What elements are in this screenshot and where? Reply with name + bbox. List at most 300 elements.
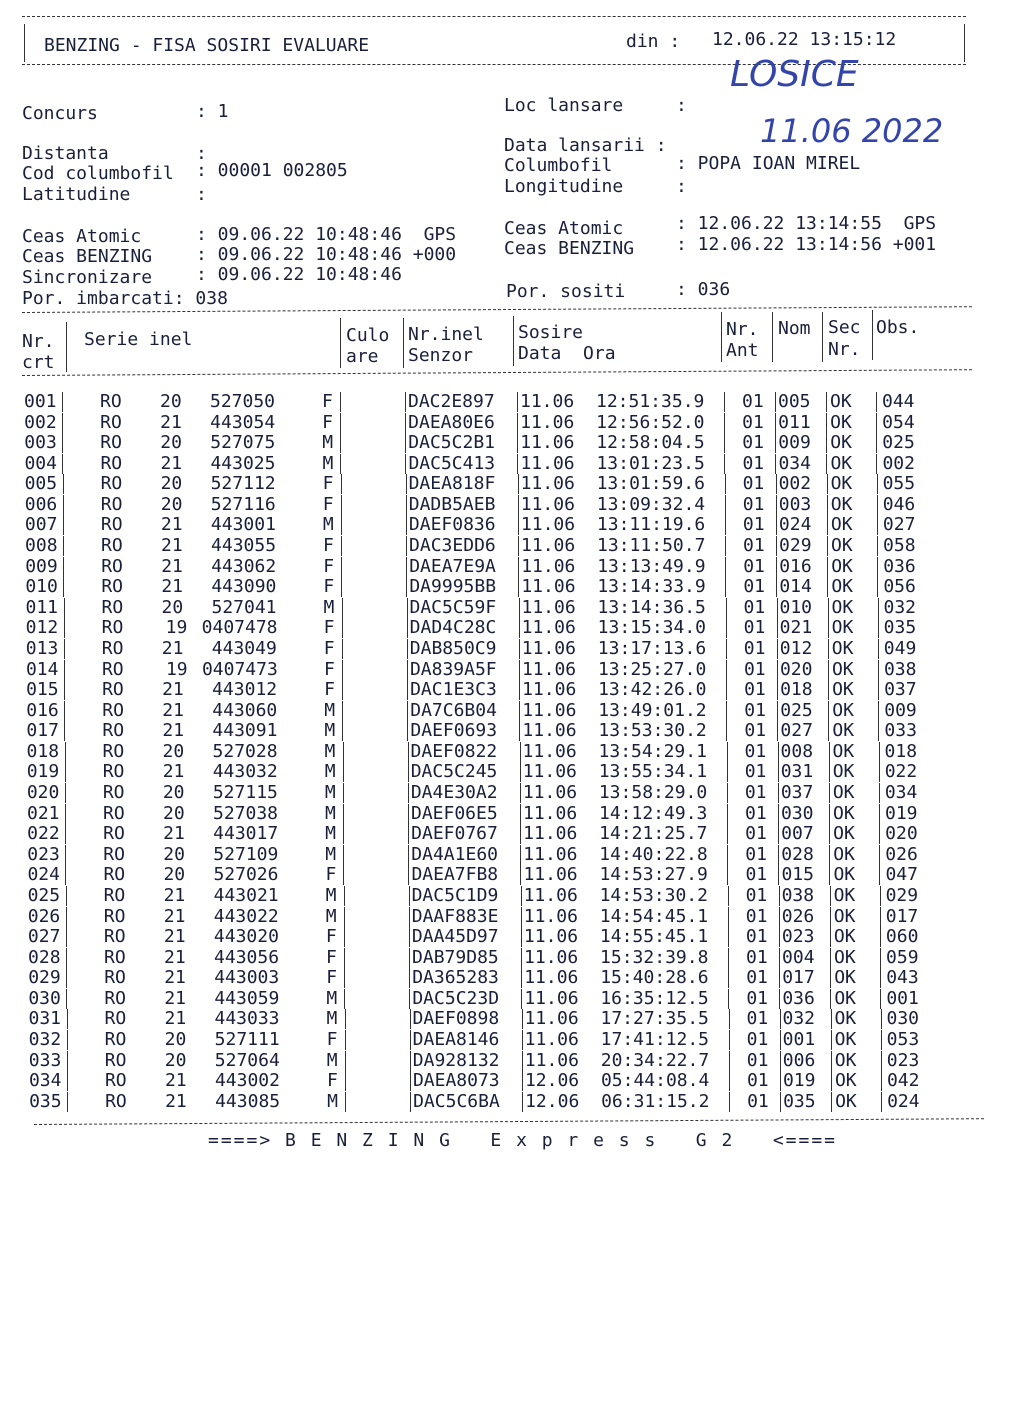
cell-separator bbox=[409, 968, 410, 988]
row-nom: 017 bbox=[782, 967, 815, 989]
cell-separator bbox=[829, 783, 830, 803]
row-sex: F bbox=[323, 617, 335, 639]
concurs-label: Concurs bbox=[22, 103, 98, 124]
cell-separator bbox=[342, 639, 343, 659]
row-country: RO bbox=[104, 1049, 127, 1071]
col-nr-header: Nr. bbox=[22, 331, 55, 352]
cell-separator bbox=[522, 1092, 523, 1112]
cell-separator bbox=[406, 577, 407, 597]
row-sensor: DAC5C6BA bbox=[413, 1090, 500, 1112]
row-nr: 030 bbox=[28, 987, 61, 1009]
row-antenna: 01 bbox=[742, 473, 765, 495]
row-date: 11.06 bbox=[521, 596, 576, 618]
cell-separator bbox=[879, 783, 880, 803]
cell-separator bbox=[777, 721, 778, 741]
cell-separator bbox=[66, 989, 67, 1009]
row-sensor: DAC3EDD6 bbox=[409, 535, 496, 557]
row-nr: 002 bbox=[24, 411, 57, 433]
cell-separator bbox=[724, 433, 725, 453]
row-sec: OK bbox=[830, 432, 852, 454]
row-sex: F bbox=[323, 555, 335, 577]
row-sec: OK bbox=[834, 1008, 857, 1030]
cell-separator bbox=[728, 968, 729, 988]
cell-separator bbox=[776, 474, 777, 494]
cell-separator bbox=[407, 660, 408, 680]
cell-separator bbox=[410, 1051, 411, 1071]
cell-separator bbox=[877, 557, 878, 577]
cell-separator bbox=[409, 948, 410, 968]
cell-separator bbox=[727, 824, 728, 844]
row-sensor: DAEF0836 bbox=[408, 514, 496, 536]
row-sensor: DAC5C1D9 bbox=[411, 884, 499, 906]
cell-separator bbox=[341, 474, 342, 494]
row-year: 21 bbox=[164, 967, 186, 989]
row-time: 15:40:28.6 bbox=[600, 967, 709, 989]
cell-separator bbox=[878, 680, 879, 700]
page-title: BENZING - FISA SOSIRI EVALUARE bbox=[44, 35, 370, 56]
row-nom: 029 bbox=[779, 535, 812, 557]
row-date: 11.06 bbox=[523, 926, 579, 948]
row-obs: 023 bbox=[886, 1049, 920, 1071]
cell-separator bbox=[344, 907, 345, 927]
cell-separator bbox=[410, 1092, 411, 1112]
row-ring: 527064 bbox=[214, 1049, 280, 1071]
row-nom: 021 bbox=[779, 617, 813, 639]
cell-separator bbox=[407, 680, 408, 700]
row-country: RO bbox=[103, 884, 126, 906]
hdr-sep bbox=[721, 312, 722, 362]
cell-separator bbox=[725, 536, 726, 556]
row-nr: 009 bbox=[25, 555, 58, 577]
row-time: 13:09:32.4 bbox=[596, 493, 706, 515]
row-obs: 046 bbox=[882, 493, 916, 515]
row-obs: 053 bbox=[886, 1028, 920, 1050]
cell-separator bbox=[877, 495, 878, 515]
row-nom: 026 bbox=[781, 905, 815, 927]
row-antenna: 01 bbox=[745, 843, 767, 865]
row-country: RO bbox=[103, 864, 126, 886]
row-date: 11.06 bbox=[522, 782, 578, 804]
table-header-rule bbox=[22, 369, 972, 376]
col-nrant-header: Nr. bbox=[726, 319, 759, 340]
row-sec: OK bbox=[835, 1090, 857, 1112]
row-antenna: 01 bbox=[744, 699, 766, 721]
cell-separator bbox=[777, 639, 778, 659]
cell-separator bbox=[518, 577, 519, 597]
row-ring: 0407473 bbox=[201, 658, 278, 680]
row-year: 20 bbox=[160, 432, 182, 454]
cell-separator bbox=[775, 413, 776, 433]
cell-separator bbox=[725, 474, 726, 494]
cell-separator bbox=[520, 845, 521, 865]
cell-separator bbox=[517, 413, 518, 433]
cell-separator bbox=[521, 968, 522, 988]
row-antenna: 01 bbox=[746, 1008, 769, 1030]
cell-separator bbox=[518, 515, 519, 535]
row-sex: F bbox=[323, 637, 335, 659]
row-sex: M bbox=[325, 905, 337, 927]
cell-separator bbox=[830, 968, 831, 988]
cell-separator bbox=[827, 515, 828, 535]
row-antenna: 01 bbox=[742, 391, 764, 412]
row-sex: M bbox=[326, 987, 338, 1009]
row-date: 11.06 bbox=[522, 720, 577, 742]
row-ring: 527115 bbox=[212, 782, 278, 804]
row-year: 21 bbox=[160, 514, 183, 536]
row-year: 21 bbox=[164, 987, 187, 1009]
row-date: 11.06 bbox=[523, 864, 578, 886]
cell-separator bbox=[67, 1071, 68, 1091]
cell-separator bbox=[725, 495, 726, 515]
cell-separator bbox=[831, 1051, 832, 1071]
cell-separator bbox=[342, 660, 343, 680]
row-sec: OK bbox=[830, 411, 852, 433]
row-antenna: 01 bbox=[744, 782, 767, 804]
cell-separator bbox=[64, 618, 65, 638]
row-nr: 017 bbox=[26, 720, 59, 742]
cell-separator bbox=[728, 886, 729, 906]
row-sensor: DAC1E3C3 bbox=[410, 679, 497, 701]
cell-separator bbox=[726, 639, 727, 659]
cell-separator bbox=[66, 886, 67, 906]
row-nr: 032 bbox=[28, 1028, 62, 1050]
cell-separator bbox=[779, 968, 780, 988]
row-country: RO bbox=[103, 926, 126, 948]
row-date: 11.06 bbox=[523, 884, 578, 906]
row-nom: 032 bbox=[782, 1008, 816, 1030]
row-sec: OK bbox=[834, 1028, 857, 1050]
row-sec: OK bbox=[833, 884, 856, 906]
row-country: RO bbox=[100, 452, 123, 474]
row-sex: M bbox=[322, 452, 334, 474]
row-ring: 443017 bbox=[213, 823, 279, 845]
row-date: 11.06 bbox=[522, 679, 577, 701]
row-sex: M bbox=[327, 1090, 338, 1112]
row-year: 20 bbox=[163, 843, 185, 865]
row-year: 20 bbox=[163, 802, 185, 824]
latitudine-value: : bbox=[196, 184, 207, 205]
row-time: 13:25:27.0 bbox=[597, 658, 707, 680]
row-nr: 019 bbox=[26, 761, 60, 783]
row-time: 13:14:36.5 bbox=[597, 596, 706, 618]
cell-separator bbox=[341, 515, 342, 535]
row-date: 11.06 bbox=[521, 535, 576, 557]
cell-separator bbox=[344, 948, 345, 968]
row-antenna: 01 bbox=[746, 967, 768, 989]
cell-separator bbox=[341, 536, 342, 556]
cell-separator bbox=[881, 1092, 882, 1112]
row-nom: 007 bbox=[781, 823, 814, 845]
row-sensor: DADB5AEB bbox=[408, 493, 496, 515]
row-time: 20:34:22.7 bbox=[600, 1049, 710, 1071]
row-sec: OK bbox=[830, 391, 852, 412]
row-time: 13:54:29.1 bbox=[598, 740, 707, 762]
row-sensor: DAEF0693 bbox=[410, 720, 498, 742]
row-date: 11.06 bbox=[523, 823, 578, 845]
row-sex: F bbox=[323, 576, 335, 598]
row-ring: 443033 bbox=[214, 1008, 280, 1030]
row-sensor: DAEA8073 bbox=[412, 1070, 500, 1092]
row-country: RO bbox=[101, 535, 123, 557]
row-ring: 0407478 bbox=[201, 617, 278, 639]
cell-separator bbox=[518, 474, 519, 494]
row-sex: M bbox=[326, 1049, 338, 1071]
cell-separator bbox=[727, 804, 728, 824]
cell-separator bbox=[406, 536, 407, 556]
row-obs: 036 bbox=[883, 555, 916, 577]
cell-separator bbox=[728, 907, 729, 927]
row-country: RO bbox=[100, 493, 123, 515]
cell-separator bbox=[830, 907, 831, 927]
row-ring: 443022 bbox=[213, 905, 279, 927]
row-sensor: DAB79D85 bbox=[412, 946, 499, 968]
cell-separator bbox=[729, 1051, 730, 1071]
row-obs: 058 bbox=[883, 535, 916, 557]
cell-separator bbox=[341, 557, 342, 577]
row-country: RO bbox=[100, 391, 122, 412]
row-year: 20 bbox=[164, 1049, 187, 1071]
row-nom: 028 bbox=[781, 843, 814, 865]
row-ring: 443062 bbox=[211, 555, 277, 577]
cell-separator bbox=[341, 577, 342, 597]
row-time: 13:42:26.0 bbox=[598, 679, 707, 701]
row-sec: OK bbox=[830, 473, 853, 495]
por-sositi-value: : 036 bbox=[676, 279, 731, 300]
col-nrinel-header: Nr.inel bbox=[408, 324, 484, 345]
row-country: RO bbox=[103, 802, 125, 824]
cell-separator bbox=[780, 1092, 781, 1112]
cell-separator bbox=[778, 742, 779, 762]
row-date: 11.06 bbox=[521, 658, 577, 680]
cell-separator bbox=[64, 598, 65, 618]
row-obs: 025 bbox=[882, 432, 915, 454]
row-sec: OK bbox=[831, 658, 854, 680]
din-label: din : bbox=[626, 31, 681, 52]
row-antenna: 01 bbox=[743, 576, 766, 598]
row-time: 13:15:34.0 bbox=[597, 617, 707, 639]
cell-separator bbox=[342, 721, 343, 741]
row-sex: F bbox=[326, 1070, 338, 1092]
row-nr: 028 bbox=[28, 946, 61, 968]
cell-separator bbox=[342, 618, 343, 638]
row-time: 13:49:01.2 bbox=[598, 699, 707, 721]
cell-separator bbox=[343, 845, 344, 865]
cell-separator bbox=[66, 907, 67, 927]
cell-separator bbox=[727, 783, 728, 803]
row-ring: 443085 bbox=[215, 1090, 281, 1112]
row-nom: 002 bbox=[778, 473, 812, 495]
row-date: 11.06 bbox=[523, 802, 578, 824]
cell-separator bbox=[518, 495, 519, 515]
row-sex: M bbox=[325, 843, 337, 865]
row-time: 13:01:23.5 bbox=[596, 452, 705, 474]
row-obs: 001 bbox=[886, 987, 919, 1009]
row-time: 17:41:12.5 bbox=[600, 1028, 710, 1050]
cell-separator bbox=[876, 433, 877, 453]
cell-separator bbox=[344, 989, 345, 1009]
cell-separator bbox=[879, 845, 880, 865]
cell-separator bbox=[776, 536, 777, 556]
row-nom: 012 bbox=[779, 637, 813, 659]
row-date: 11.06 bbox=[524, 1028, 579, 1050]
row-nr: 011 bbox=[25, 596, 59, 618]
cell-separator bbox=[726, 701, 727, 721]
cell-separator bbox=[340, 454, 341, 474]
row-time: 05:44:08.4 bbox=[600, 1070, 710, 1092]
cell-separator bbox=[776, 515, 777, 535]
cell-separator bbox=[340, 392, 341, 412]
cell-separator bbox=[779, 989, 780, 1009]
cell-separator bbox=[343, 804, 344, 824]
row-date: 12.06 bbox=[525, 1090, 580, 1112]
row-nr: 021 bbox=[27, 802, 60, 824]
col-senzor-header: Senzor bbox=[408, 345, 474, 366]
cell-separator bbox=[726, 680, 727, 700]
cell-separator bbox=[729, 1009, 730, 1029]
concurs-value: : 1 bbox=[196, 101, 229, 122]
row-sex: M bbox=[326, 1008, 338, 1030]
cell-separator bbox=[520, 865, 521, 885]
cell-separator bbox=[880, 968, 881, 988]
cell-separator bbox=[776, 495, 777, 515]
cell-separator bbox=[408, 742, 409, 762]
row-ring: 443056 bbox=[214, 946, 280, 968]
cell-separator bbox=[67, 1092, 68, 1112]
row-obs: 034 bbox=[884, 782, 918, 804]
row-sec: OK bbox=[830, 452, 853, 474]
columbofil-label: Columbofil bbox=[504, 155, 613, 176]
row-date: 11.06 bbox=[520, 473, 575, 495]
cell-separator bbox=[67, 1009, 68, 1029]
row-nr: 014 bbox=[25, 658, 59, 680]
row-nr: 001 bbox=[24, 391, 57, 412]
row-sex: M bbox=[325, 884, 337, 906]
row-antenna: 01 bbox=[743, 637, 766, 659]
row-nom: 020 bbox=[779, 658, 813, 680]
row-sensor: DA4E30A2 bbox=[410, 782, 498, 804]
cell-separator bbox=[521, 886, 522, 906]
row-time: 14:21:25.7 bbox=[599, 823, 708, 845]
cell-separator bbox=[345, 1030, 346, 1050]
cell-separator bbox=[65, 783, 66, 803]
row-sensor: DA7C6B04 bbox=[410, 699, 497, 721]
cell-separator bbox=[778, 804, 779, 824]
cell-separator bbox=[826, 392, 827, 412]
cell-separator bbox=[407, 701, 408, 721]
cell-separator bbox=[878, 660, 879, 680]
row-year: 20 bbox=[160, 473, 183, 495]
row-country: RO bbox=[102, 699, 124, 721]
row-time: 13:13:49.9 bbox=[597, 555, 706, 577]
row-sec: OK bbox=[832, 720, 855, 742]
cell-separator bbox=[517, 454, 518, 474]
cell-separator bbox=[405, 433, 406, 453]
row-antenna: 01 bbox=[745, 884, 768, 906]
cell-separator bbox=[409, 989, 410, 1009]
row-nr: 010 bbox=[25, 576, 58, 598]
row-nom: 036 bbox=[782, 987, 815, 1009]
cell-separator bbox=[724, 392, 725, 412]
row-sensor: DAEA7E9A bbox=[409, 555, 496, 577]
row-sec: OK bbox=[831, 637, 854, 659]
row-obs: 060 bbox=[885, 926, 919, 948]
row-year: 20 bbox=[160, 391, 182, 412]
row-country: RO bbox=[100, 514, 123, 536]
row-year: 21 bbox=[163, 884, 186, 906]
cell-separator bbox=[726, 721, 727, 741]
cell-separator bbox=[879, 742, 880, 762]
cell-separator bbox=[777, 701, 778, 721]
row-nom: 031 bbox=[780, 761, 814, 783]
cell-separator bbox=[777, 680, 778, 700]
row-sensor: DA928132 bbox=[412, 1049, 500, 1071]
row-nr: 003 bbox=[24, 432, 57, 454]
row-country: RO bbox=[104, 1028, 127, 1050]
cell-separator bbox=[881, 1030, 882, 1050]
cell-separator bbox=[64, 660, 65, 680]
cell-separator bbox=[777, 618, 778, 638]
cell-separator bbox=[780, 1071, 781, 1091]
cell-separator bbox=[775, 454, 776, 474]
cell-separator bbox=[779, 948, 780, 968]
row-time: 13:58:29.0 bbox=[598, 782, 708, 804]
cell-separator bbox=[726, 598, 727, 618]
row-obs: 056 bbox=[883, 576, 916, 598]
row-nom: 035 bbox=[783, 1090, 816, 1112]
loc-lansare-label: Loc lansare bbox=[504, 95, 624, 116]
row-date: 12.06 bbox=[524, 1070, 580, 1092]
cell-separator bbox=[406, 557, 407, 577]
cell-separator bbox=[828, 598, 829, 618]
col-data-ora-header: Data Ora bbox=[518, 343, 616, 364]
row-sex: M bbox=[322, 432, 334, 454]
row-sensor: DAEF06E5 bbox=[411, 802, 498, 824]
cell-separator bbox=[64, 701, 65, 721]
row-country: RO bbox=[101, 637, 124, 659]
cell-separator bbox=[67, 1051, 68, 1071]
row-date: 11.06 bbox=[524, 1008, 579, 1030]
row-nom: 011 bbox=[778, 411, 811, 433]
row-sex: F bbox=[326, 967, 338, 989]
row-sec: OK bbox=[830, 514, 853, 536]
row-date: 11.06 bbox=[520, 411, 575, 433]
row-year: 21 bbox=[161, 576, 184, 598]
cell-separator bbox=[343, 783, 344, 803]
row-sec: OK bbox=[832, 699, 854, 721]
latitudine-label: Latitudine bbox=[22, 184, 131, 205]
cell-separator bbox=[517, 433, 518, 453]
row-obs: 027 bbox=[882, 514, 916, 536]
row-nom: 038 bbox=[781, 884, 815, 906]
cell-separator bbox=[521, 948, 522, 968]
col-obs-header: Obs. bbox=[876, 317, 920, 338]
row-country: RO bbox=[100, 473, 123, 495]
row-ring: 443059 bbox=[214, 987, 280, 1009]
cell-separator bbox=[779, 907, 780, 927]
cell-separator bbox=[724, 454, 725, 474]
row-nom: 010 bbox=[779, 596, 813, 618]
row-country: RO bbox=[100, 411, 122, 433]
cell-separator bbox=[65, 845, 66, 865]
cell-separator bbox=[881, 1009, 882, 1029]
ceas-benzing-arrival-value: : 12.06.22 13:14:56 +001 bbox=[676, 234, 937, 255]
row-sensor: DAEF0898 bbox=[412, 1008, 500, 1030]
cell-separator bbox=[726, 618, 727, 638]
cell-separator bbox=[520, 824, 521, 844]
row-date: 11.06 bbox=[520, 493, 575, 515]
row-country: RO bbox=[101, 576, 124, 598]
cell-separator bbox=[776, 577, 777, 597]
